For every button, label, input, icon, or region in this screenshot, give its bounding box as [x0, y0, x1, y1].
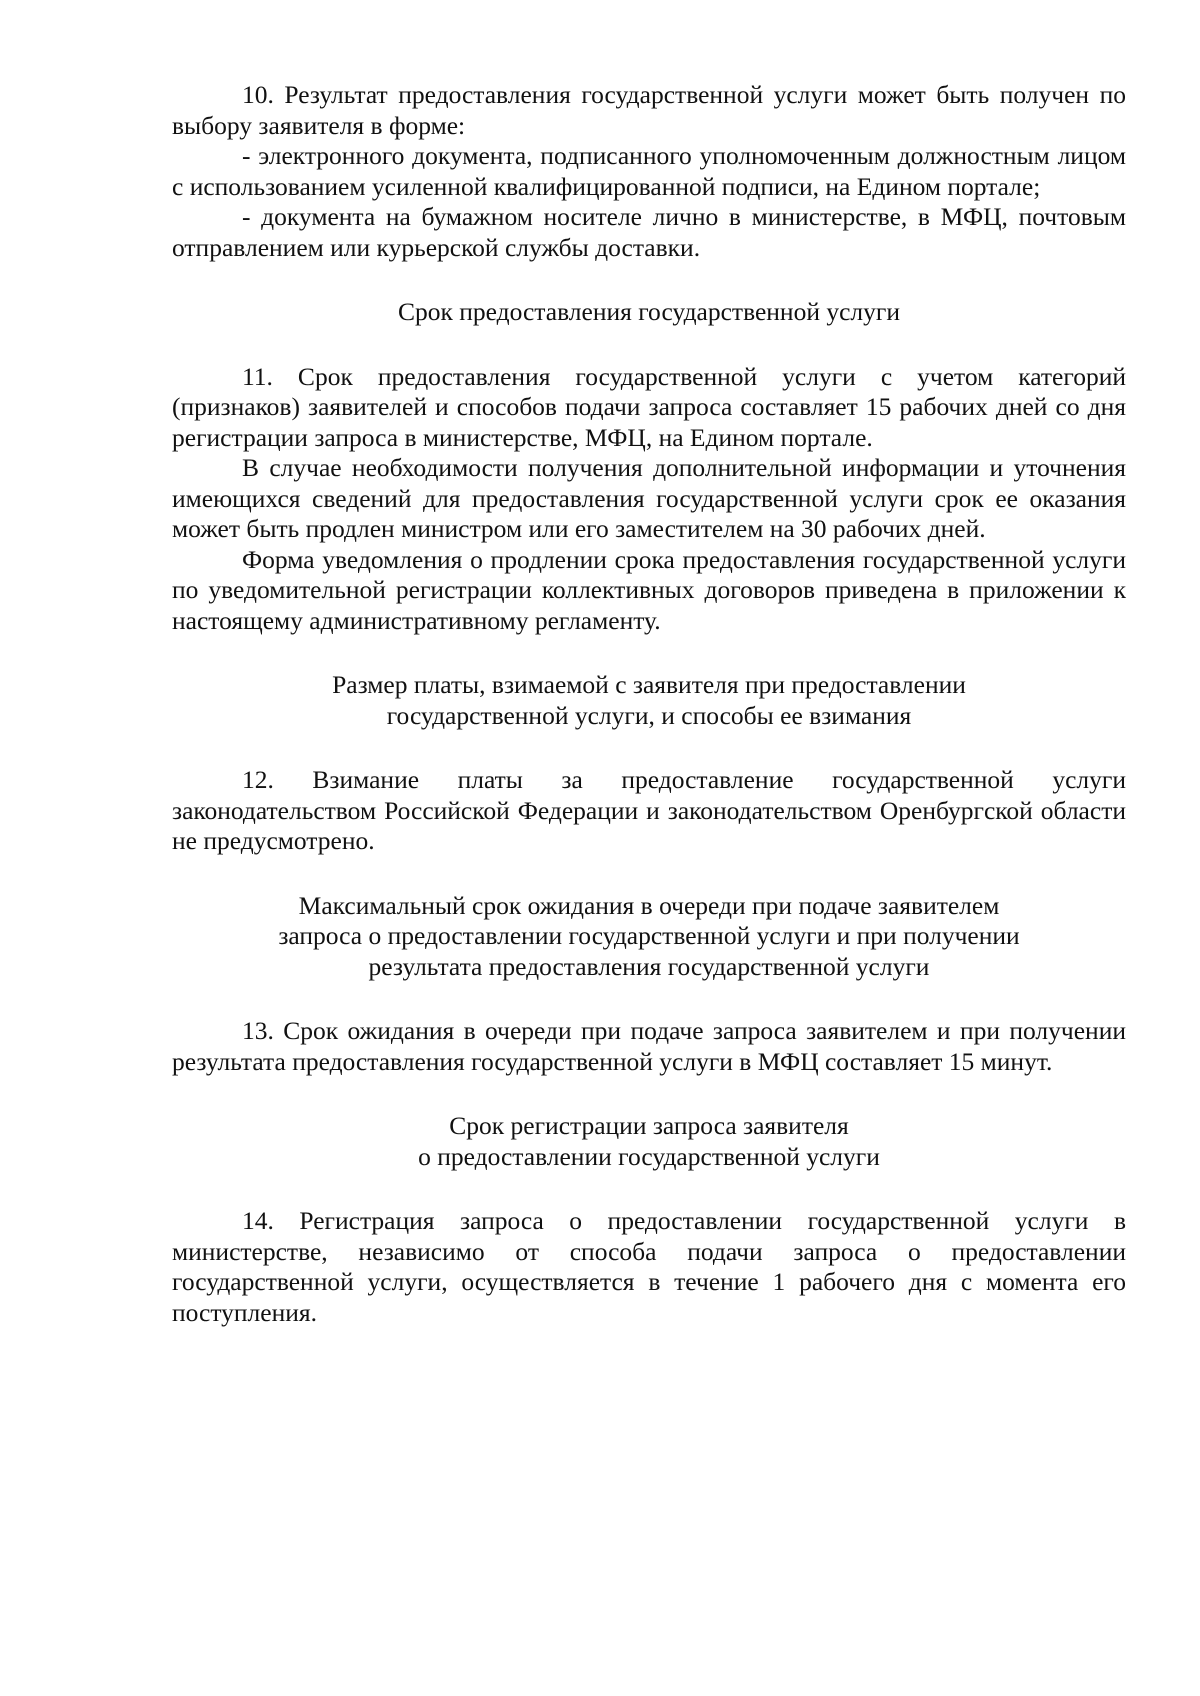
section-heading-fee-line-1: Размер платы, взимаемой с заявителя при предоставлении [332, 670, 966, 699]
paragraph-11-extension: В случае необходимости получения дополнительной информации и уточнения имеющихся сведений для предоставления государственной услуги срок ее оказания может быть продлен министром или его заместителем на 30 рабочих дней. [172, 453, 1126, 543]
section-heading-fee-line-2: государственной услуги, и способы ее взимания [386, 700, 912, 730]
section-heading-registration-line-1: Срок регистрации запроса заявителя [449, 1111, 849, 1140]
paragraph-10-item-paper: - документа на бумажном носителе лично в министерстве, в МФЦ, почтовым отправлением или курьерской службы доставки. [172, 202, 1126, 262]
section-heading-queue [172, 891, 1126, 983]
document-body [172, 80, 1126, 1328]
section-heading-fee [172, 670, 1126, 731]
section-heading-registration-line-2: о предоставлении государственной услуги [418, 1141, 880, 1171]
paragraph-11: 11. Срок предоставления государственной услуги с учетом категорий (признаков) заявителей и способов подачи запроса составляет 15 рабочих дней со дня регистрации запроса в министерстве, МФЦ, на Едином портале. [172, 361, 1126, 452]
section-heading-queue-line-1: Максимальный срок ожидания в очереди при подаче заявителем [298, 890, 1000, 920]
section-heading-registration [172, 1111, 1126, 1172]
paragraph-10-item-electronic: - электронного документа, подписанного уполномоченным должностным лицом с использованием усиленной квалифицированной подписи, на Едином портале; [172, 141, 1126, 201]
paragraph-10: 10. Результат предоставления государственной услуги может быть получен по выбору заявителя в форме: [172, 80, 1126, 140]
section-heading-queue-line-3: результата предоставления государственной услуги [368, 951, 930, 981]
paragraph-13: 13. Срок ожидания в очереди при подаче запроса заявителем и при получении результата предоставления государственной услуги в МФЦ составляет 15 минут. [172, 1016, 1126, 1076]
paragraph-12: 12. Взимание платы за предоставление государственной услуги законодательством Российской Федерации и законодательством Оренбургской области не предусмотрено. [172, 765, 1126, 855]
section-heading-term: Срок предоставления государственной услуги [397, 297, 900, 326]
paragraph-11-notice-form: Форма уведомления о продлении срока предоставления государственной услуги по уведомительной регистрации коллективных договоров приведена в приложении к настоящему административному регламенту. [172, 544, 1126, 635]
section-heading-queue-line-2: запроса о предоставлении государственной услуги и при получении [278, 921, 1020, 950]
paragraph-14: 14. Регистрация запроса о предоставлении государственной услуги в министерстве, независимо от способа подачи запроса о предоставлении государственной услуги, осуществляется в течение 1 рабочего дня с момента его поступления. [172, 1206, 1126, 1327]
